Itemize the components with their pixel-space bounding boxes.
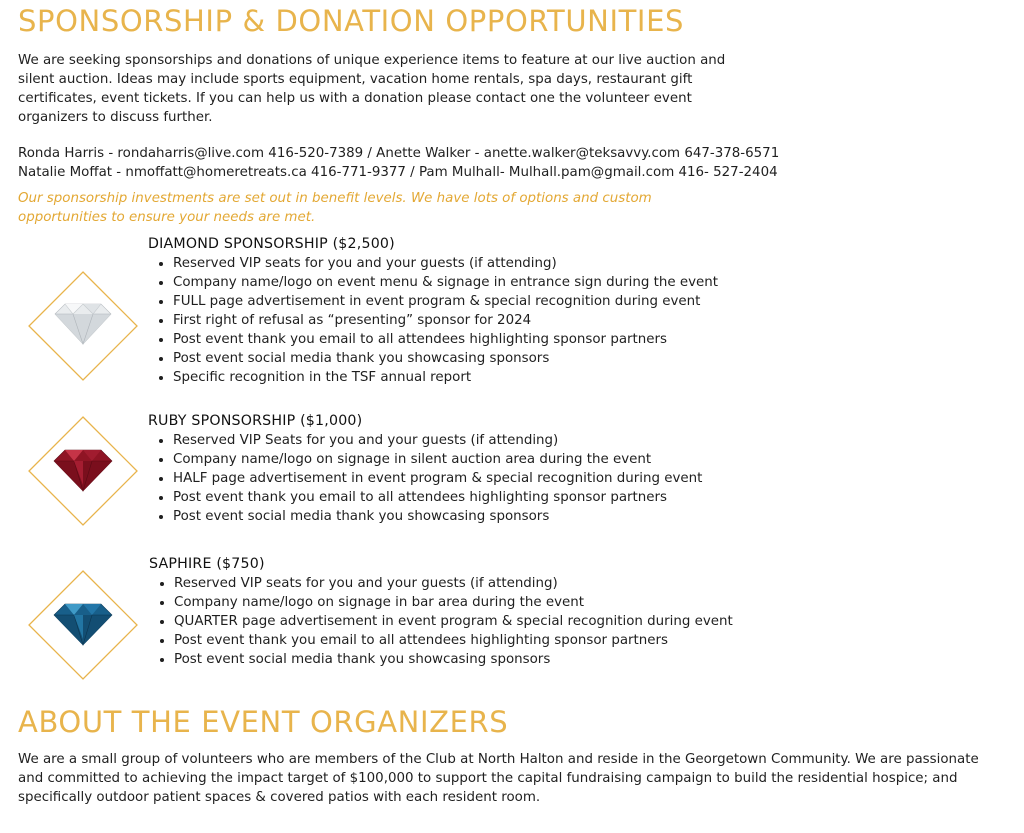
list-item: • Reserved VIP seats for you and your guests (if attending)	[174, 574, 1009, 593]
tier-benefit-list	[149, 574, 1009, 669]
list-item: • Company name/logo on event menu & signage in entrance sign during the event	[173, 273, 1008, 292]
contact-line: Natalie Moffat - nmoffatt@homeretreats.ca 416-771-9377 / Pam Mulhall- Mulhall.pam@gmail.com 416- 527-2404	[18, 165, 778, 180]
contact-line: Ronda Harris - rondaharris@live.com 416-520-7389 / Anette Walker - anette.walker@teksavvy.com 647-378-6571	[18, 146, 780, 161]
sapphire-gem-icon	[27, 569, 139, 681]
diamond-gem-icon	[27, 270, 139, 382]
tier-title: DIAMOND SPONSORSHIP ($2,500)	[148, 236, 395, 252]
list-item: • Specific recognition in the TSF annual report	[173, 368, 1008, 387]
list-item: • First right of refusal as “presenting” sponsor for 2024	[173, 311, 1008, 330]
list-item: • Post event thank you email to all attendees highlighting sponsor partners	[173, 330, 1008, 349]
tier-benefit-list	[148, 254, 1008, 387]
list-item: • Post event thank you email to all attendees highlighting sponsor partners	[173, 488, 1008, 507]
about-paragraph: We are a small group of volunteers who are members of the Club at North Halton and reside in the Georgetown Community. We are passionate and committed to achieving the impact target of $100,000 to support the capital fundraising campaign to build the residential hospice; and specifically outdoor patient spaces & covered patios with each resident room.	[18, 752, 979, 805]
tier-title: SAPHIRE ($750)	[149, 556, 265, 572]
intro-paragraph: We are seeking sponsorships and donations of unique experience items to feature at our live auction and silent auction. Ideas may include sports equipment, vacation home rentals, spa days, restaurant gift certificates, event tickets. If you can help us with a donation please contact one the volunteer event organizers to discuss further.	[18, 53, 726, 125]
list-item: • Post event thank you email to all attendees highlighting sponsor partners	[174, 631, 1009, 650]
page-title-about: ABOUT THE EVENT ORGANIZERS	[18, 705, 509, 739]
list-item: • Company name/logo on signage in bar area during the event	[174, 593, 1009, 612]
page-title-sponsorship: SPONSORSHIP & DONATION OPPORTUNITIES	[18, 4, 685, 38]
list-item: • Post event social media thank you showcasing sponsors	[173, 349, 1008, 368]
list-item: • Post event social media thank you showcasing sponsors	[174, 650, 1009, 669]
tier-benefit-list	[148, 431, 1008, 526]
list-item: • QUARTER page advertisement in event program & special recognition during event	[174, 612, 1009, 631]
tier-title: RUBY SPONSORSHIP ($1,000)	[148, 413, 363, 429]
investment-note: Our sponsorship investments are set out in benefit levels. We have lots of options and custom opportunities to ensure your needs are met.	[18, 191, 652, 225]
tier-ruby	[148, 412, 1008, 526]
list-item: • Reserved VIP Seats for you and your guests (if attending)	[173, 431, 1008, 450]
tier-diamond	[148, 235, 1008, 387]
list-item: • Post event social media thank you showcasing sponsors	[173, 507, 1008, 526]
contacts-block	[18, 144, 878, 182]
tier-saphire	[149, 555, 1009, 669]
ruby-gem-icon	[27, 415, 139, 527]
list-item: • HALF page advertisement in event program & special recognition during event	[173, 469, 1008, 488]
list-item: • FULL page advertisement in event program & special recognition during event	[173, 292, 1008, 311]
list-item: • Company name/logo on signage in silent auction area during the event	[173, 450, 1008, 469]
list-item: • Reserved VIP seats for you and your guests (if attending)	[173, 254, 1008, 273]
